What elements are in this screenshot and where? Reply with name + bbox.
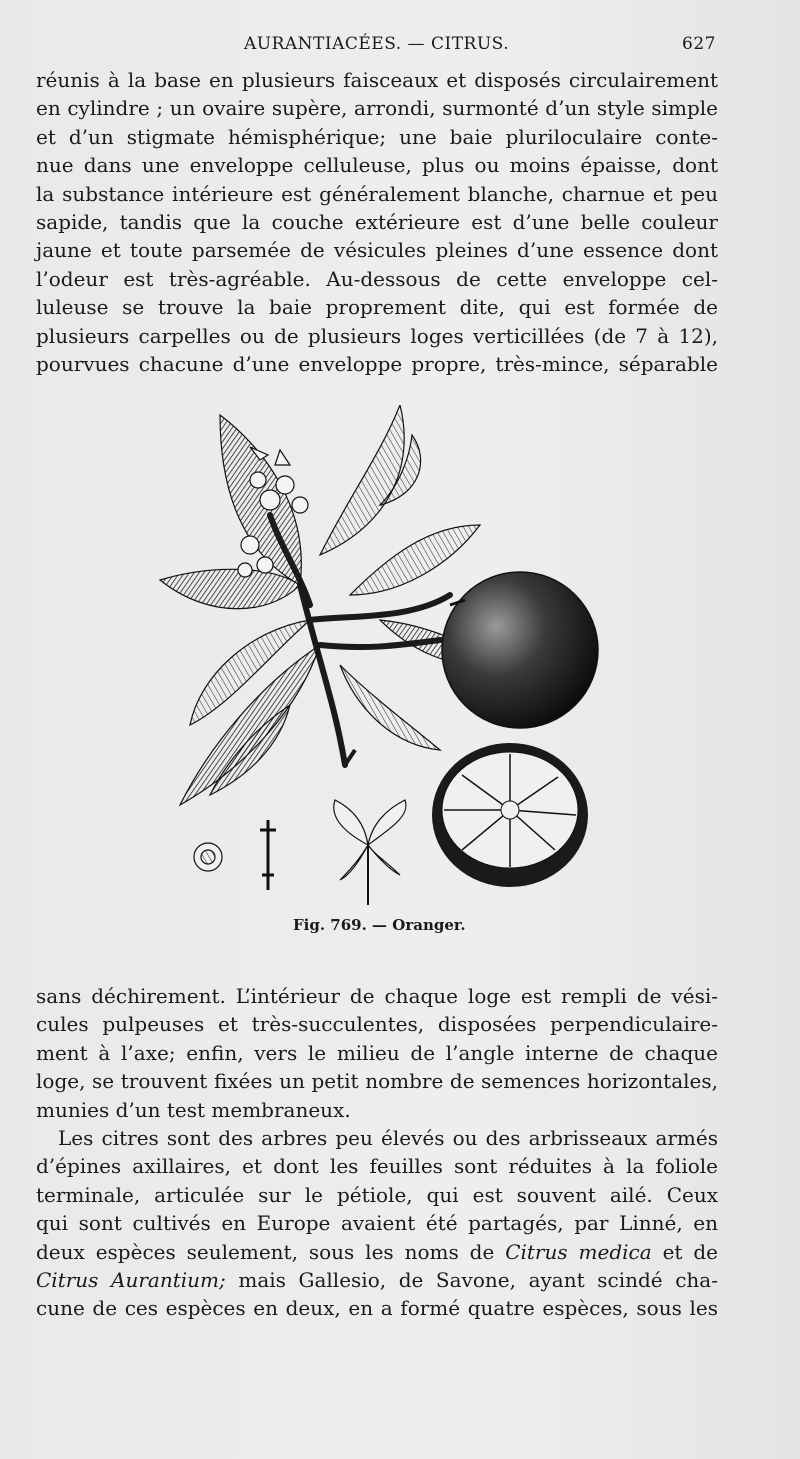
text-line — [36, 1266, 718, 1294]
text-line: cules pulpeuses et très-succulentes, disposées perpendiculaire- — [36, 1012, 718, 1037]
text-line: qui sont cultivés en Europe avaient été partagés, par Linné, en — [36, 1211, 718, 1236]
floral-details — [194, 800, 406, 905]
whole-orange — [442, 572, 598, 728]
text-line — [36, 1238, 718, 1266]
text-line: loge, se trouvent fixées un petit nombre de semences horizontales, — [36, 1069, 718, 1094]
orange-tree-illustration — [150, 405, 610, 905]
text-line: Les citres sont des arbres peu élevés ou des arbrisseaux armés — [58, 1126, 718, 1151]
text-line: plusieurs carpelles ou de plusieurs loges verticillées (de 7 à 12), — [36, 323, 718, 348]
figure-caption: Fig. 769. — Oranger. — [293, 916, 466, 934]
text-run: mais Gallesio, de Savone, ayant scindé cha- — [225, 1268, 718, 1293]
text-line: nue dans une enveloppe celluleuse, plus ou moins épaisse, dont — [36, 153, 718, 178]
text-line: la substance intérieure est généralement blanche, charnue et peu — [36, 181, 718, 206]
text-line: sapide, tandis que la couche extérieure est d’une belle couleur — [36, 210, 718, 235]
page-number: 627 — [682, 34, 716, 54]
leaves — [160, 405, 500, 805]
text-line: réunis à la base en plusieurs faisceaux et disposés circulairement — [36, 68, 718, 92]
text-line: d’épines axillaires, et dont les feuilles sont réduites à la foliole — [36, 1154, 718, 1179]
text-line: munies d’un test membraneux. — [36, 1097, 351, 1122]
text-run: deux espèces seulement, sous les noms de — [36, 1239, 506, 1264]
text-line: cune de ces espèces en deux, en a formé quatre espèces, sous les — [36, 1296, 718, 1321]
sliced-orange — [432, 743, 588, 887]
text-line: et d’un stigmate hémisphérique; une baie pluriloculaire conte- — [36, 124, 718, 149]
text-line: en cylindre ; un ovaire supère, arrondi, surmonté d’un style simple — [36, 96, 718, 121]
text-line: luleuse se trouve la baie proprement dite, qui est formée de — [36, 295, 718, 320]
text-line: pourvues chacune d’une enveloppe propre, très-mince, séparable — [36, 352, 718, 377]
page-header — [36, 34, 716, 58]
species-name: Citrus medica — [505, 1239, 652, 1264]
species-name: Citrus Aurantium; — [36, 1268, 226, 1293]
text-line: jaune et toute parsemée de vésicules pleines d’une essence dont — [36, 238, 718, 263]
text-line: terminale, articulée sur le pétiole, qui est souvent ailé. Ceux — [36, 1182, 718, 1207]
text-line: ment à l’axe; enfin, vers le milieu de l’angle interne de chaque — [36, 1040, 718, 1065]
text-run: et de — [651, 1239, 718, 1264]
paragraph-top — [36, 66, 718, 378]
text-line: sans déchirement. L’intérieur de chaque loge est rempli de vési- — [36, 984, 718, 1008]
text-line: l’odeur est très-agréable. Au-dessous de cette enveloppe cel- — [36, 266, 718, 291]
paragraph-bottom — [36, 982, 718, 1323]
running-title: AURANTIACÉES. — CITRUS. — [244, 34, 510, 54]
